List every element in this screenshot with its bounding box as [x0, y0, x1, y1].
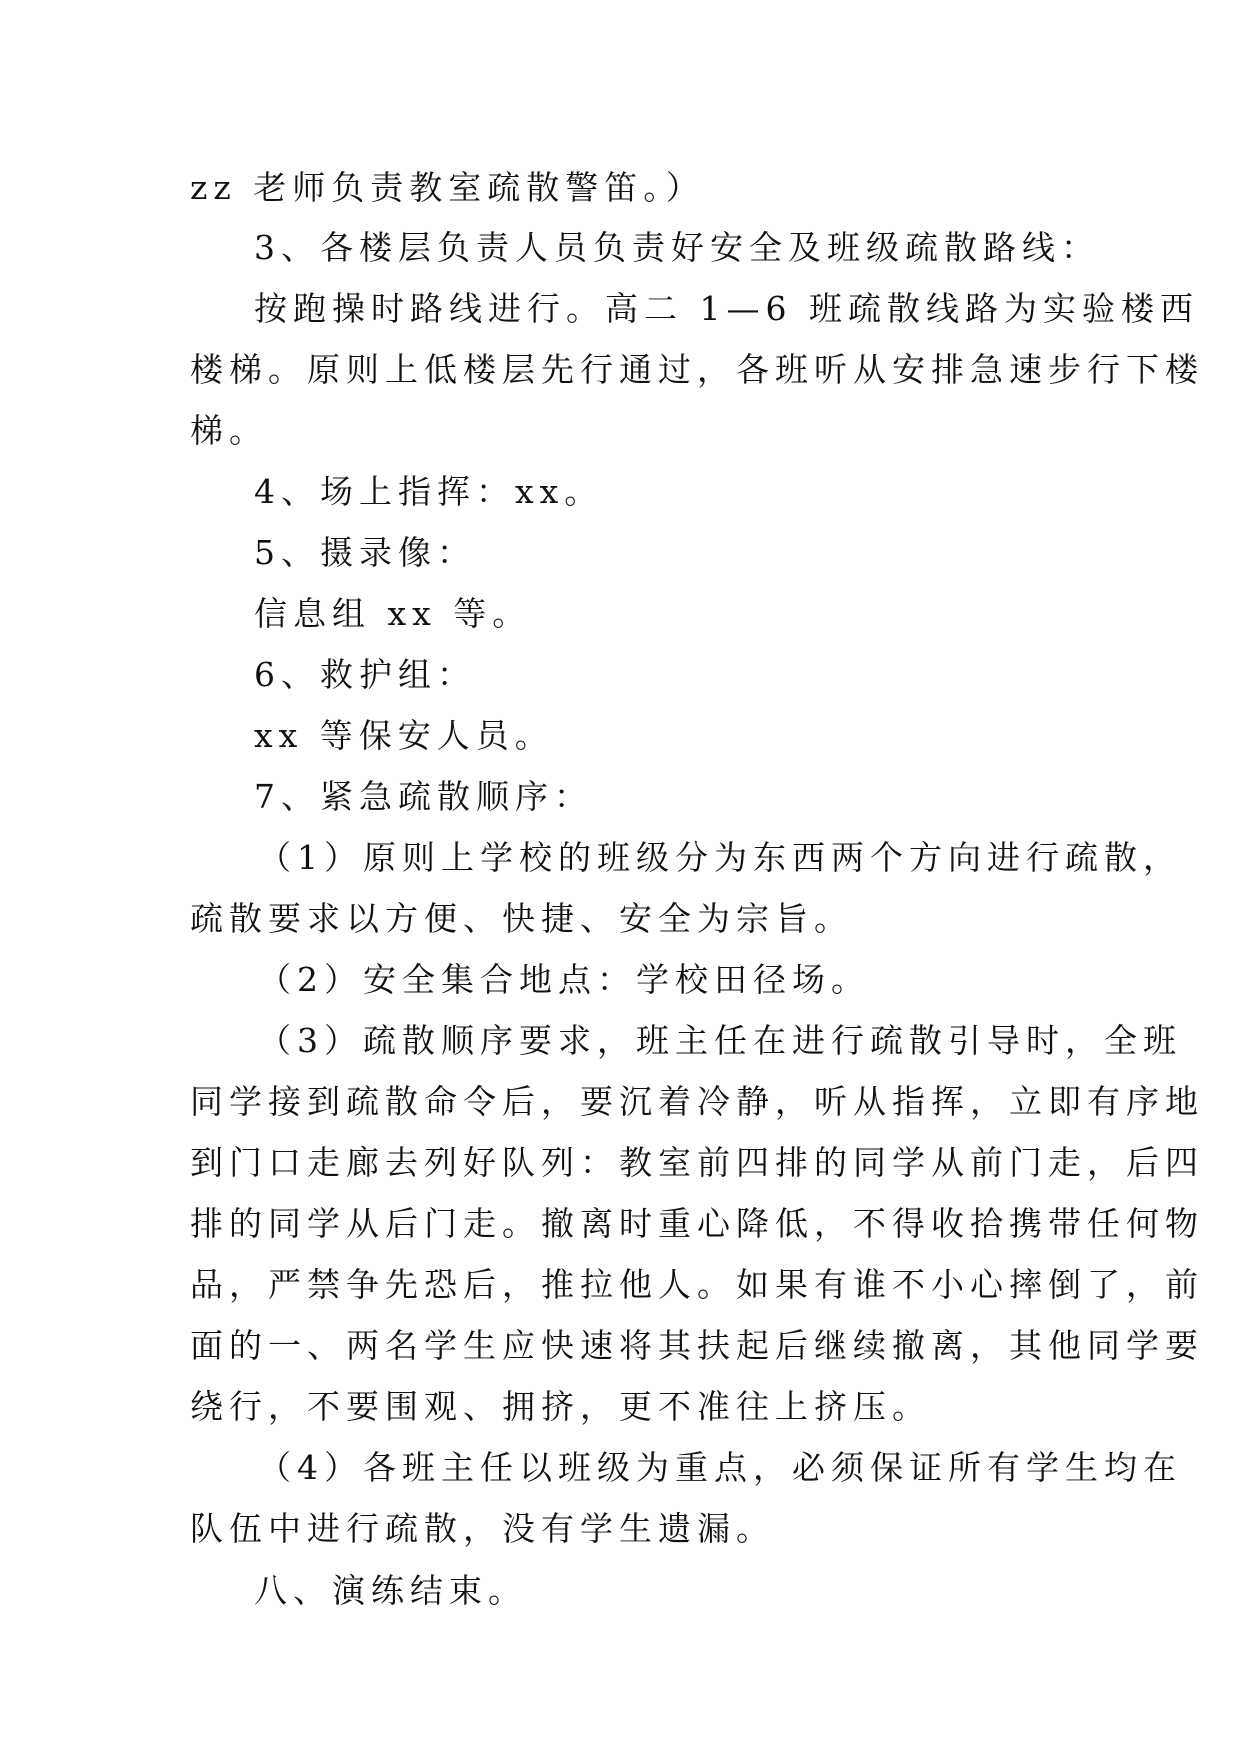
text-line: 5、摄录像： [254, 533, 476, 572]
text-line: （4）各班主任以班级为重点，必须保证所有学生均在 [258, 1448, 1182, 1487]
text-line: 4、场上指挥：xx。 [254, 472, 604, 511]
text-line: 楼梯。原则上低楼层先行通过，各班听从安排急速步行下楼 [190, 350, 1204, 389]
text-line: （1）原则上学校的班级分为东西两个方向进行疏散， [258, 838, 1182, 877]
text-line: 7、紧急疏散顺序： [254, 777, 593, 816]
text-line: zz 老师负责教室疏散警笛。） [190, 168, 705, 207]
text-line: 按跑操时路线进行。高二 1—6 班疏散线路为实验楼西 [254, 289, 1199, 328]
text-line: 梯。 [190, 411, 268, 450]
text-line: 八、演练结束。 [254, 1571, 527, 1610]
text-line: 6、救护组： [254, 655, 476, 694]
text-line: 疏散要求以方便、快捷、安全为宗旨。 [190, 899, 853, 938]
text-line: 队伍中进行疏散，没有学生遗漏。 [190, 1509, 775, 1548]
text-line: 排的同学从后门走。撤离时重心降低，不得收拾携带任何物 [190, 1204, 1204, 1243]
text-line: 绕行，不要围观、拥挤，更不准往上挤压。 [190, 1387, 931, 1426]
text-line: 信息组 xx 等。 [254, 594, 532, 633]
text-line: xx 等保安人员。 [254, 716, 554, 755]
text-line: （3）疏散顺序要求，班主任在进行疏散引导时，全班 [258, 1021, 1182, 1060]
text-line: 品，严禁争先恐后，推拉他人。如果有谁不小心摔倒了，前 [190, 1265, 1204, 1304]
text-line: 同学接到疏散命令后，要沉着冷静，听从指挥，立即有序地 [190, 1082, 1204, 1121]
text-line: （2）安全集合地点：学校田径场。 [258, 960, 870, 999]
text-line: 3、各楼层负责人员负责好安全及班级疏散路线： [254, 228, 1100, 267]
text-line: 到门口走廊去列好队列：教室前四排的同学从前门走，后四 [190, 1143, 1204, 1182]
text-line: 面的一、两名学生应快速将其扶起后继续撤离，其他同学要 [190, 1326, 1204, 1365]
